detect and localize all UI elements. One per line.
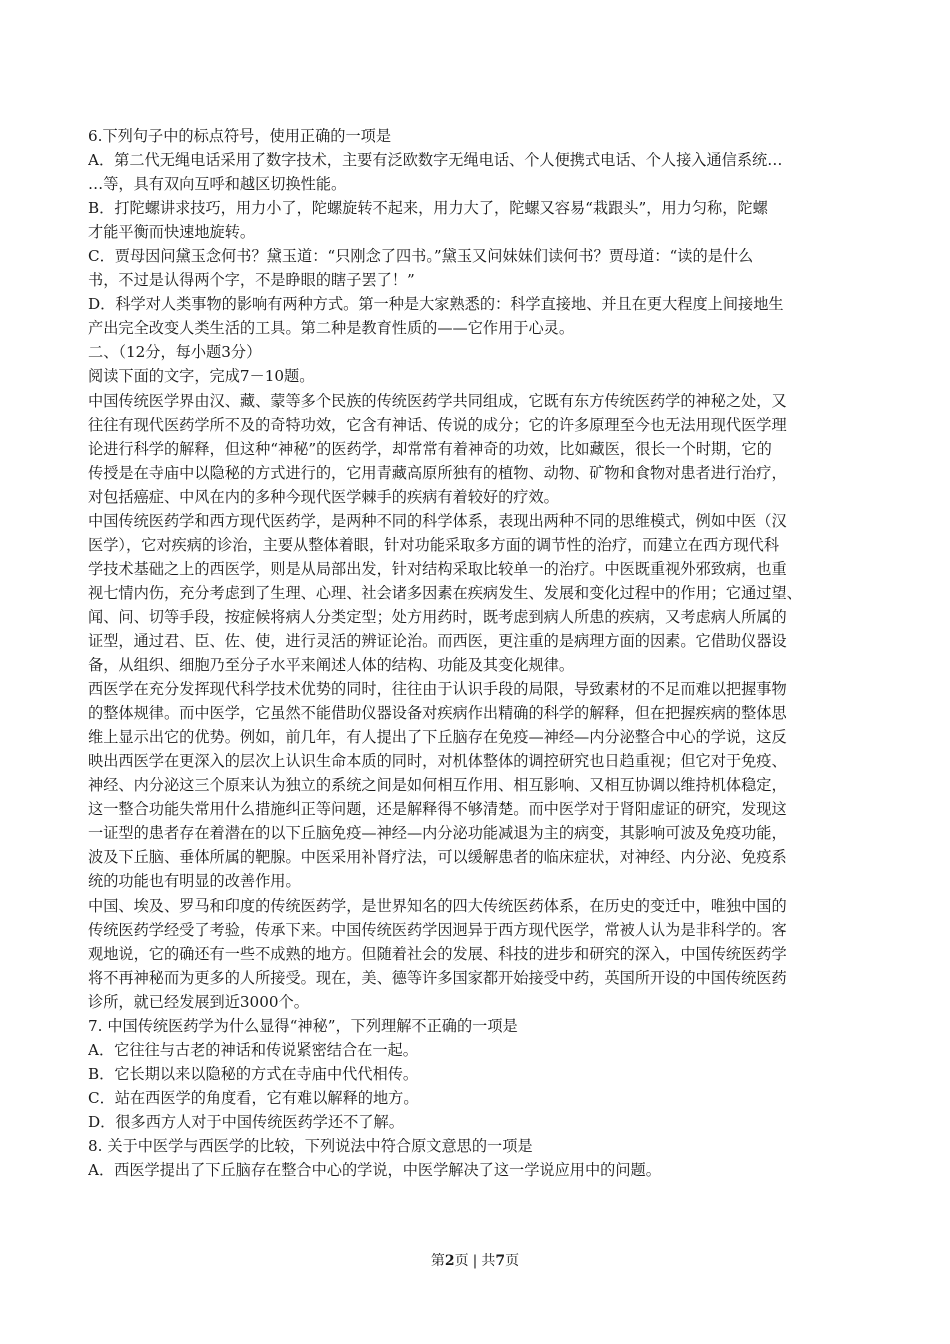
document-body bbox=[88, 124, 864, 1182]
text-line: …等，具有双向互呼和越区切换性能。 bbox=[88, 175, 347, 194]
text-line: 备，从组织、细胞乃至分子水平来阐述人体的结构、功能及其变化规律。 bbox=[88, 656, 574, 675]
question-stem: 7. 中国传统医药学为什么显得“神秘”，下列理解不正确的一项是 bbox=[88, 1016, 518, 1035]
footer-separator: | bbox=[472, 1253, 478, 1269]
question-stem: 8. 关于中医学与西医学的比较，下列说法中符合原文意思的一项是 bbox=[88, 1136, 533, 1155]
text-line: B．打陀螺讲求技巧，用力小了，陀螺旋转不起来，用力大了，陀螺又容易“栽跟头”，用力匀称，陀螺 bbox=[88, 199, 768, 218]
text-line: 学技术基础之上的西医学，则是从局部出发，针对结构采取比较单一的治疗。中医既重视外邪致病，也重 bbox=[88, 559, 787, 578]
text-line: 将不再神秘而为更多的人所接受。现在，美、德等许多国家都开始接受中药，英国所开设的中国传统医药 bbox=[88, 968, 787, 987]
text-line: 诊所，就已经发展到近3000个。 bbox=[88, 992, 309, 1011]
text-line: 往往有现代医药学所不及的奇特功效，它含有神话、传说的成分；它的许多原理至今也无法用现代医学理 bbox=[88, 415, 787, 434]
text-line: 观地说，它的确还有一些不成熟的地方。但随着社会的发展、科技的进步和研究的深入，中国传统医药学 bbox=[88, 944, 787, 963]
page-suffix: 页 bbox=[454, 1253, 469, 1269]
text-line: 医学），它对疾病的诊治，主要从整体着眼，针对功能采取多方面的调节性的治疗，而建立在西方现代科 bbox=[88, 535, 780, 554]
text-line: D．科学对人类事物的影响有两种方式。第一种是大家熟悉的：科学直接地、并且在更大程度上间接地生 bbox=[88, 295, 784, 314]
answer-option: A．西医学提出了下丘脑存在整合中心的学说，中医学解决了这一学说应用中的问题。 bbox=[88, 1161, 661, 1180]
page-footer bbox=[0, 1250, 950, 1270]
answer-option: D．很多西方人对于中国传统医药学还不了解。 bbox=[88, 1112, 404, 1131]
text-line: 论进行科学的解释，但这种“神秘”的医药学，却常常有着神奇的功效，比如藏医，很长一个时期，它的 bbox=[88, 439, 772, 458]
answer-option: A．它往往与古老的神话和传说紧密结合在一起。 bbox=[88, 1040, 418, 1059]
text-line: 映出西医学在更深入的层次上认识生命本质的同时，对机体整体的调控研究也日趋重视；但它对于免疫、 bbox=[88, 752, 787, 771]
text-line: 闻、问、切等手段，按症候将病人分类定型；处方用药时，既考虑到病人所患的疾病，又考虑病人所属的 bbox=[88, 607, 787, 626]
text-line: 西医学在充分发挥现代科学技术优势的同时，往往由于认识手段的局限，导致素材的不足而难以把握事物 bbox=[88, 680, 787, 699]
text-line: 神经、内分泌这三个原来认为独立的系统之间是如何相互作用、相互影响、又相互协调以维持机体稳定， bbox=[88, 776, 787, 795]
text-line: 中国传统医学界由汉、藏、蒙等多个民族的传统医药学共同组成，它既有东方传统医药学的神秘之处，又 bbox=[88, 391, 787, 410]
text-line: 传统医药学经受了考验，传承下来。中国传统医药学因迥异于西方现代医学，常被人认为是非科学的。客 bbox=[88, 920, 787, 939]
text-line: 一证型的患者存在着潜在的以下丘脑免疫—神经—内分泌功能减退为主的病变，其影响可波及免疫功能， bbox=[88, 824, 787, 843]
text-line: 才能平衡而快速地旋转。 bbox=[88, 223, 256, 242]
text-line: C．贾母因问黛玉念何书？黛玉道：“只刚念了四书。”黛玉又问妹妹们读何书？贾母道：“读的是什么 bbox=[88, 247, 754, 266]
text-line: 中国、埃及、罗马和印度的传统医药学，是世界知名的四大传统医药体系，在历史的变迁中，唯独中国的 bbox=[88, 896, 787, 915]
text-line: 统的功能也有明显的改善作用。 bbox=[88, 872, 301, 891]
text-line: 维上显示出它的优势。例如，前几年，有人提出了下丘脑存在免疫—神经—内分泌整合中心的学说，这反 bbox=[88, 728, 787, 747]
text-line: 书，不过是认得两个字，不是睁眼的瞎子罢了！” bbox=[88, 271, 415, 290]
text-line: 6.下列句子中的标点符号，使用正确的一项是 bbox=[88, 127, 392, 145]
text-line: 的整体规律。而中医学，它虽然不能借助仪器设备对疾病作出精确的科学的解释，但在把握疾病的整体思 bbox=[88, 704, 787, 723]
answer-option: C．站在西医学的角度看，它有难以解释的地方。 bbox=[88, 1088, 419, 1107]
text-line: 波及下丘脑、垂体所属的靶腺。中医采用补肾疗法，可以缓解患者的临床症状，对神经、内分泌、免疫系 bbox=[88, 848, 787, 867]
text-line: 中国传统医药学和西方现代医药学，是两种不同的科学体系，表现出两种不同的思维模式，例如中医（汉 bbox=[88, 511, 787, 530]
text-line: A．第二代无绳电话采用了数字技术，主要有泛欧数字无绳电话、个人便携式电话、个人接入通信系统… bbox=[88, 151, 783, 170]
text-line: 产出完全改变人类生活的工具。第二种是教育性质的——它作用于心灵。 bbox=[88, 319, 574, 338]
total-pages: 7 bbox=[495, 1253, 506, 1269]
text-line: 视七情内伤，充分考虑到了生理、心理、社会诸多因素在疾病发生、发展和变化过程中的作用；它通过望、 bbox=[88, 583, 802, 602]
text-line: 传授是在寺庙中以隐秘的方式进行的，它用青藏高原所独有的植物、动物、矿物和食物对患者进行治疗， bbox=[88, 463, 787, 482]
text-line: 阅读下面的文字，完成7－10题。 bbox=[88, 367, 315, 386]
text-line: 证型，通过君、臣、佐、使，进行灵活的辨证论治。而西医，更注重的是病理方面的因素。它借助仪器设 bbox=[88, 631, 787, 650]
total-suffix: 页 bbox=[505, 1253, 520, 1269]
total-prefix: 共 bbox=[481, 1253, 496, 1269]
text-line: 这一整合功能失常用什么措施纠正等问题，还是解释得不够清楚。而中医学对于肾阳虚证的研究，发现这 bbox=[88, 800, 787, 819]
page-prefix: 第 bbox=[430, 1253, 445, 1269]
section-heading: 二、（12分，每小题3分） bbox=[88, 343, 262, 362]
answer-option: B．它长期以来以隐秘的方式在寺庙中代代相传。 bbox=[88, 1064, 419, 1083]
page-number: 2 bbox=[444, 1253, 455, 1269]
text-line: 对包括癌症、中风在内的多种今现代医学棘手的疾病有着较好的疗效。 bbox=[88, 487, 559, 506]
